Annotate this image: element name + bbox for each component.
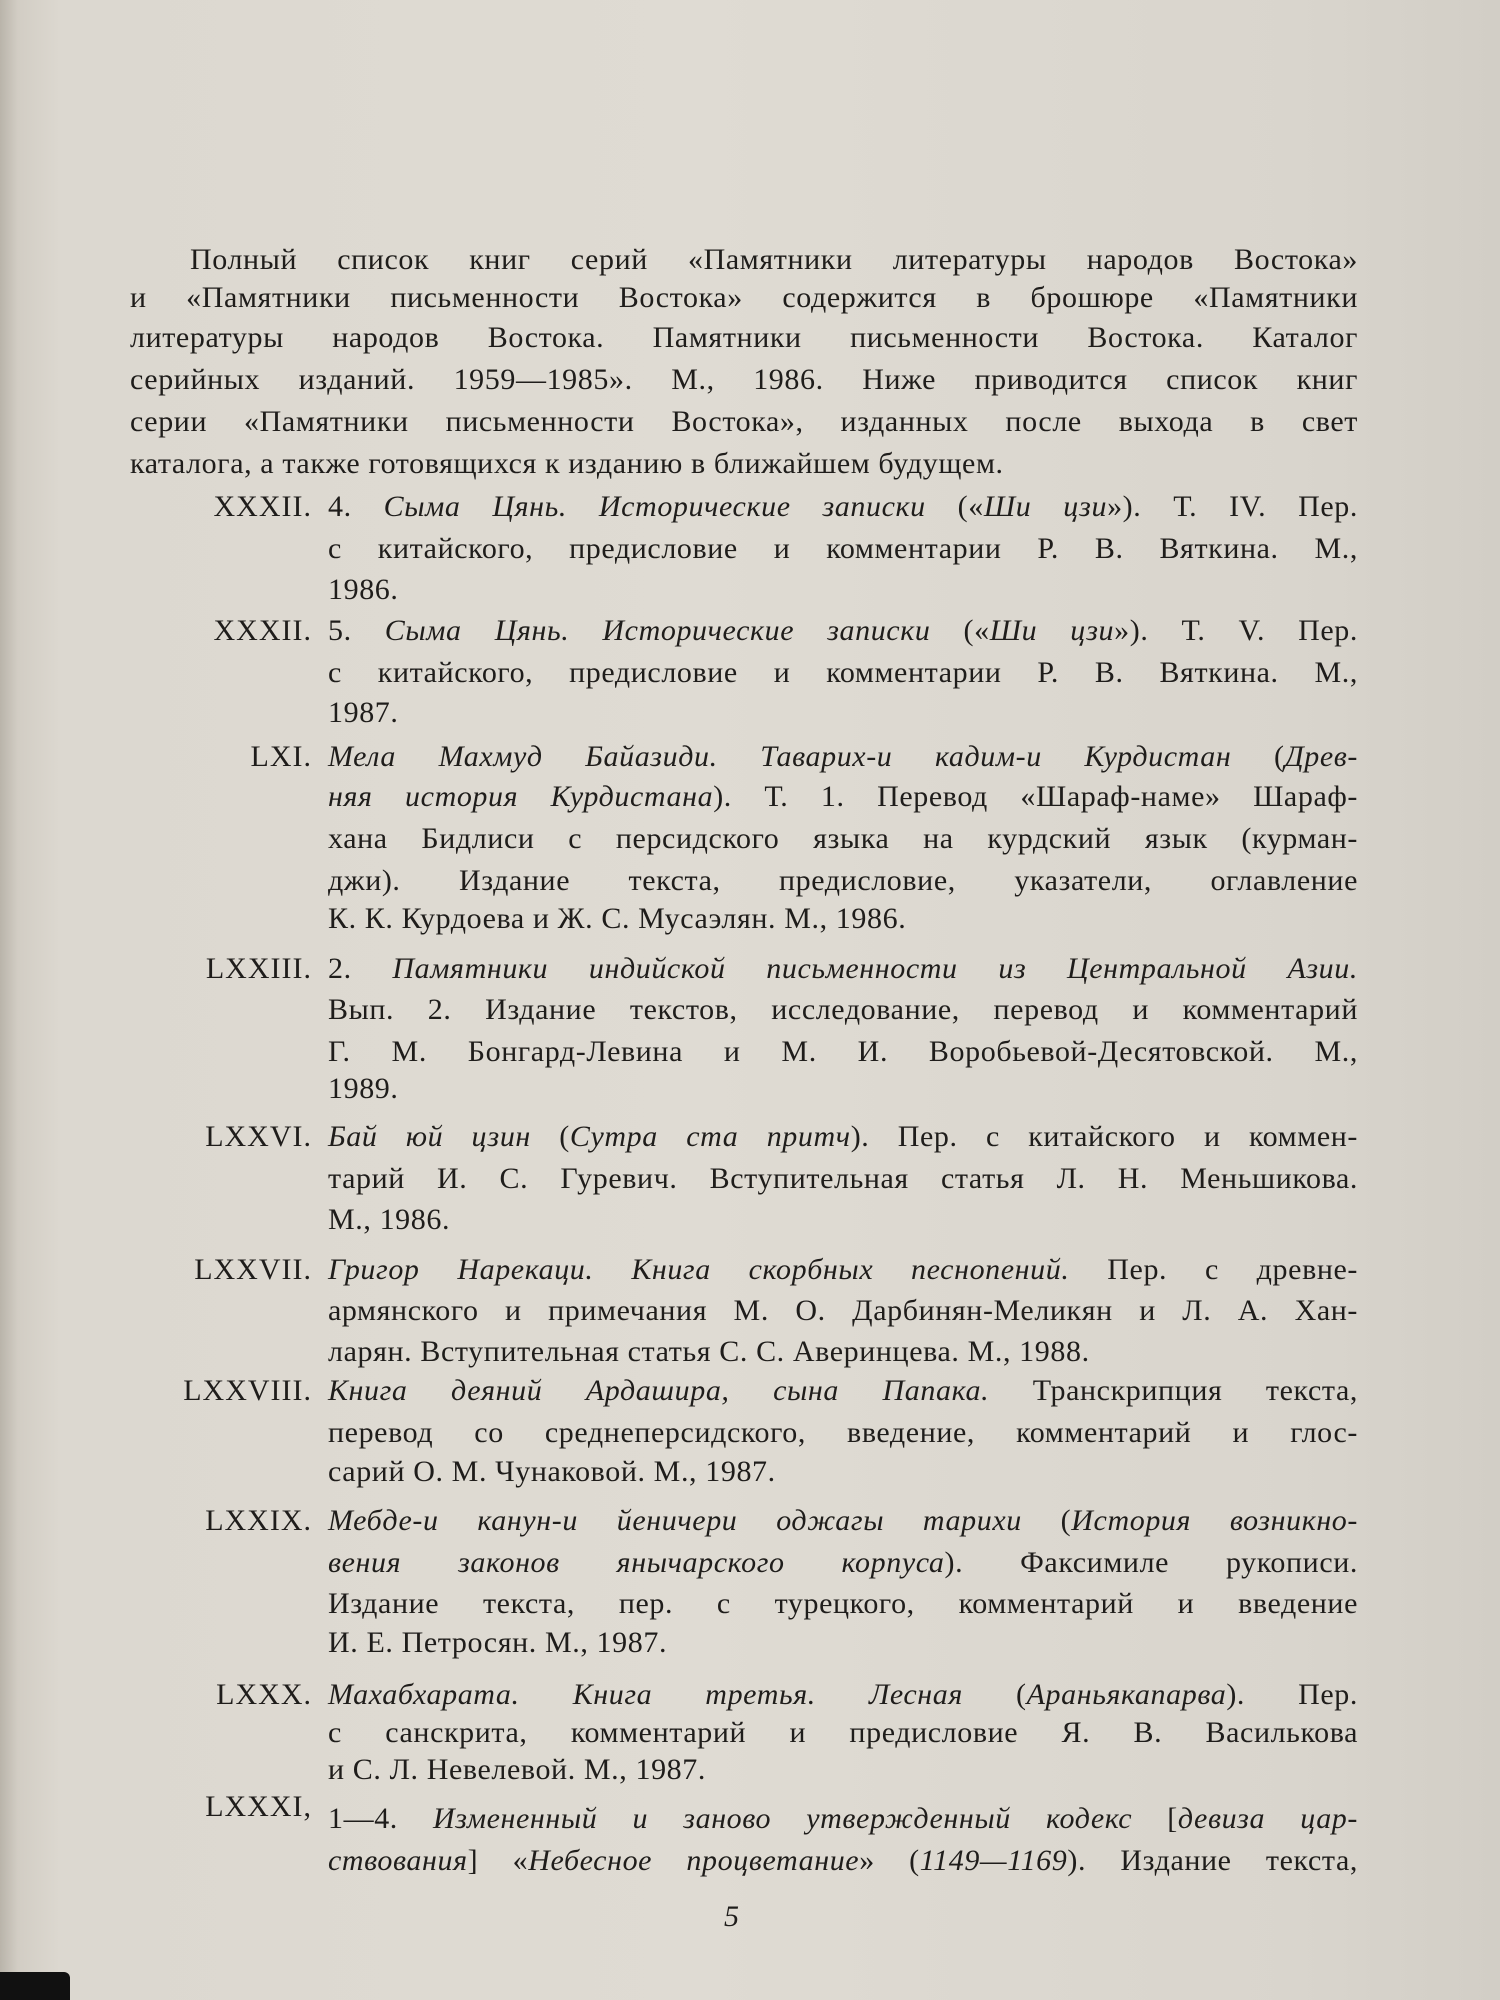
entry-text: перевод со среднеперсидского, введение, комментарий и глос- [328, 1416, 1358, 1449]
entry-line [328, 487, 1358, 527]
italic-title-text: 1149—1169 [919, 1844, 1068, 1877]
italic-title-text: Памятники индийской письменности из Центральной Азии. [392, 952, 1358, 985]
entry-line [328, 777, 1358, 817]
entry-line [328, 1032, 1358, 1072]
italic-title-text: Григор Нарекаци. Книга скорбных песнопений. [328, 1253, 1070, 1286]
entry-text: [ [1132, 1802, 1178, 1835]
italic-title-text: Небесное процветание [528, 1844, 860, 1877]
italic-title-text: Махабхарата. Книга третья. Лесная [328, 1678, 963, 1711]
entry-line [328, 819, 1358, 859]
entry-text: ( [962, 1678, 1027, 1711]
entry-text: сарий О. М. Чунаковой. М., 1987. [328, 1455, 776, 1488]
entry-text: »). Т. IV. Пер. [1107, 490, 1358, 523]
italic-title-text: девиза цар- [1177, 1802, 1358, 1835]
entry-text: ). Факсимиле рукописи. [944, 1546, 1359, 1579]
entry-text: 2. [328, 952, 393, 985]
series-number: LXXIII. [205, 952, 312, 985]
series-number: LXXX. [216, 1678, 312, 1711]
entry-text: 1989. [328, 1072, 399, 1105]
entry-text: ). Пер. с китайского и коммен- [850, 1120, 1358, 1153]
italic-title-text: Сыма Цянь. Исторические записки [383, 490, 926, 523]
entry-text: » ( [859, 1844, 920, 1877]
entry-line [328, 1675, 1358, 1715]
entry-text: »). Т. V. Пер. [1114, 614, 1358, 647]
series-number: XXXII. [213, 614, 312, 647]
entry-line [328, 529, 1358, 569]
entry-line [328, 611, 1358, 651]
italic-title-text: Ши цзи [989, 614, 1115, 647]
intro-line: каталога, а также готовящихся к изданию в ближайшем будущем. [130, 447, 1004, 480]
entry-text: Транскрипция текста, [989, 1374, 1358, 1407]
italic-title-text: Мебде-и канун-и йеничери оджагы тарихи [328, 1504, 1022, 1537]
entry-text: М., 1986. [328, 1203, 451, 1236]
series-number: LXXVII. [194, 1253, 312, 1286]
entry-text: с китайского, предисловие и комментарии Р. В. Вяткина. М., [328, 656, 1358, 689]
italic-title-text: вения законов янычарского корпуса [328, 1546, 945, 1579]
entry-line [328, 1413, 1358, 1453]
italic-title-text: История возникно- [1071, 1504, 1358, 1537]
entry-text: 5. [328, 614, 385, 647]
italic-title-text: Сыма Цянь. Исторические записки [384, 614, 931, 647]
entry-line [328, 861, 1358, 901]
entry-line [328, 737, 1358, 777]
entry-text: и С. Л. Невелевой. М., 1987. [328, 1753, 706, 1786]
series-number: LXI. [250, 740, 312, 773]
italic-title-text: Сутра ста притч [569, 1120, 851, 1153]
entry-text: (« [925, 490, 984, 523]
series-number: LXXVIII. [183, 1374, 312, 1407]
italic-title-text: Араньякапарва [1026, 1678, 1227, 1711]
entry-line [328, 1623, 1358, 1663]
entry-text: ] « [467, 1844, 529, 1877]
entry-line [328, 1713, 1358, 1753]
entry-line [328, 1069, 1358, 1109]
italic-title-text: Древ- [1284, 740, 1358, 773]
entry-line [328, 1371, 1358, 1411]
entry-text: ларян. Вступительная статья С. С. Аверинцева. М., 1988. [328, 1335, 1090, 1368]
italic-title-text: Книга деяний Ардашира, сына Папака. [328, 1374, 990, 1407]
entry-line [328, 899, 1358, 939]
entry-text: Пер. с древне- [1069, 1253, 1358, 1286]
entry-text: армянского и примечания М. О. Дарбинян-Меликян и Л. А. Хан- [328, 1294, 1358, 1327]
entry-line [328, 949, 1358, 989]
entry-text: 1986. [328, 573, 399, 606]
entry-text: 4. [328, 490, 384, 523]
entry-line [328, 1841, 1358, 1881]
entry-text: 1987. [328, 696, 399, 729]
entry-text: ). Пер. [1226, 1678, 1359, 1711]
background-edge [0, 1972, 70, 2000]
entry-line [328, 1250, 1358, 1290]
intro-line: литературы народов Востока. Памятники письменности Востока. Каталог [130, 321, 1358, 354]
entry-text: Издание текста, пер. с турецкого, комментарий и введение [328, 1587, 1358, 1620]
entry-line [328, 1584, 1358, 1624]
entry-line [328, 1501, 1358, 1541]
entry-text: с санскрита, комментарий и предисловие Я. В. Василькова [328, 1716, 1358, 1749]
entry-line [328, 693, 1358, 733]
italic-title-text: няя история Курдистана [328, 780, 714, 813]
page-number: 5 [724, 1900, 739, 1933]
series-number: XXXII. [213, 490, 312, 523]
italic-title-text: Мела Махмуд Байазиди. Таварих-и кадим-и Курдистан [328, 740, 1232, 773]
entry-text: ). Т. 1. Перевод «Шараф-наме» Шараф- [713, 780, 1358, 813]
entry-line [328, 1200, 1358, 1240]
entry-line [328, 1799, 1358, 1839]
entry-text: ). Издание текста, [1067, 1844, 1358, 1877]
entry-line [328, 570, 1358, 610]
entry-line [328, 1159, 1358, 1199]
entry-text: с китайского, предисловие и комментарии Р. В. Вяткина. М., [328, 532, 1358, 565]
entry-text: Г. М. Бонгард-Левина и М. И. Воробьевой-Десятовской. М., [328, 1035, 1358, 1068]
italic-title-text: ствования [328, 1844, 468, 1877]
series-number: LXXVI. [205, 1120, 312, 1153]
entry-text: К. К. Курдоева и Ж. С. Мусаэлян. М., 1986. [328, 902, 907, 935]
entry-text: ( [1231, 740, 1285, 773]
entry-text: И. Е. Петросян. М., 1987. [328, 1626, 668, 1659]
entry-text: 1—4. [328, 1802, 434, 1835]
italic-title-text: Бай юй цзин [328, 1120, 531, 1153]
series-number: LXXIX. [205, 1504, 312, 1537]
entry-line [328, 990, 1358, 1030]
series-number: LXXXI, [205, 1790, 312, 1823]
entry-text: тарий И. С. Гуревич. Вступительная статья Л. Н. Меньшикова. [328, 1162, 1358, 1195]
entry-text: хана Бидлиси с персидского языка на курдский язык (курман- [328, 822, 1358, 855]
entry-text: Вып. 2. Издание текстов, исследование, перевод и комментарий [328, 993, 1358, 1026]
entry-line [328, 1543, 1358, 1583]
entry-line [328, 1452, 1358, 1492]
entry-text: (« [930, 614, 990, 647]
intro-line: и «Памятники письменности Востока» содержится в брошюре «Памятники [130, 281, 1358, 314]
italic-title-text: Ши цзи [983, 490, 1108, 523]
entry-text: ( [530, 1120, 570, 1153]
entry-line [328, 1117, 1358, 1157]
entry-text: ( [1021, 1504, 1072, 1537]
intro-line: Полный список книг серий «Памятники литературы народов Востока» [190, 243, 1358, 276]
intro-line: серийных изданий. 1959—1985». М., 1986. Ниже приводится список книг [130, 363, 1358, 396]
intro-line: серии «Памятники письменности Востока», изданных после выхода в свет [130, 405, 1358, 438]
entry-line [328, 1291, 1358, 1331]
entry-line [328, 653, 1358, 693]
entry-line [328, 1332, 1358, 1372]
entry-text: джи). Издание текста, предисловие, указатели, оглавление [328, 864, 1358, 897]
entry-line [328, 1750, 1358, 1790]
italic-title-text: Измененный и заново утвержденный кодекс [433, 1802, 1133, 1835]
